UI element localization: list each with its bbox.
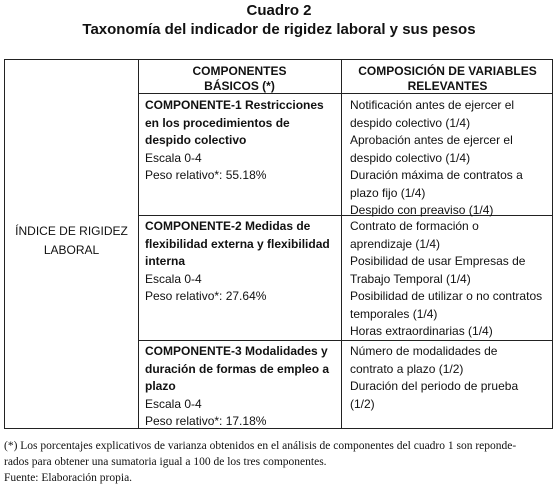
component-3-title-line-1: COMPONENTE-3 Modalidades y [145, 344, 328, 358]
variable-line: Número de modalidades de [350, 344, 498, 358]
component-3-scale: Escala 0-4 [145, 396, 202, 411]
table-number: Cuadro 2 [246, 2, 312, 19]
footnote-line-2: rados para obtener una sumatoria igual a 100 de los tres componentes. [4, 456, 327, 468]
header-variables-line-1: COMPOSICIÓN DE VARIABLES [358, 64, 537, 78]
source-note: Fuente: Elaboración propia. [4, 472, 133, 484]
variable-line: temporales (1/4) [350, 306, 438, 321]
component-1-title-line-2: en los procedimientos de [145, 115, 290, 130]
component-3-cell [145, 343, 329, 431]
variable-line: Despido con preaviso (1/4) [350, 203, 494, 217]
variable-line: plazo fijo (1/4) [350, 185, 426, 200]
variable-line: Aprobación antes de ejercer el [350, 133, 513, 147]
variable-line: despido colectivo (1/4) [350, 115, 471, 130]
index-label [5, 222, 138, 260]
component-2-title-line-1: COMPONENTE-2 Medidas de [145, 219, 311, 233]
variable-line: Trabajo Temporal (1/4) [350, 271, 471, 286]
component-3-title-line-2: duración de formas de empleo a [145, 361, 330, 376]
variable-line: Posibilidad de utilizar o no contratos [350, 289, 543, 303]
variable-line: Contrato de formación o [350, 219, 479, 233]
header-components-line-1: COMPONENTES [192, 64, 287, 78]
component-1-title-line-3: despido colectivo [145, 133, 247, 147]
component-3-weight: Peso relativo*: 17.18% [145, 414, 267, 428]
index-label-line-2: LABORAL [43, 243, 100, 257]
component-2-variables [350, 218, 542, 341]
index-label-line-1: ÍNDICE DE RIGIDEZ [15, 224, 128, 238]
component-2-cell [145, 218, 330, 306]
footnote [4, 438, 554, 470]
column-divider-1 [138, 60, 139, 428]
variable-line: aprendizaje (1/4) [350, 236, 441, 251]
variable-line: Horas extraordinarias (1/4) [350, 324, 493, 338]
variable-line: despido colectivo (1/4) [350, 150, 471, 165]
component-1-cell [145, 97, 324, 185]
component-1-weight: Peso relativo*: 55.18% [145, 168, 267, 182]
component-1-variables [350, 97, 523, 220]
variable-line: (1/2) [350, 396, 375, 411]
variable-line: Notificación antes de ejercer el [350, 98, 515, 112]
footnote-line-1: (*) Los porcentajes explicativos de varianza obtenidos en el análisis de componentes del cuadro 1 son reponde- [4, 440, 517, 452]
table-title: Taxonomía del indicador de rigidez laboral y sus pesos [82, 21, 476, 38]
header-components [138, 64, 341, 94]
component-2-title-line-3: interna [145, 254, 186, 268]
taxonomy-table [4, 59, 553, 429]
component-2-title-line-2: flexibilidad externa y flexibilidad [145, 236, 330, 251]
component-3-variables [350, 343, 518, 413]
column-divider-2 [341, 60, 342, 428]
component-1-title-line-1: COMPONENTE-1 Restricciones [145, 98, 324, 112]
component-3-title-line-3: plazo [145, 379, 176, 393]
variable-line: Duración del periodo de prueba [350, 379, 519, 393]
component-2-weight: Peso relativo*: 27.64% [145, 289, 267, 303]
variable-line: Duración máxima de contratos a [350, 168, 523, 182]
header-variables-line-2: RELEVANTES [407, 79, 488, 93]
variable-line: Posibilidad de usar Empresas de [350, 254, 526, 268]
component-1-scale: Escala 0-4 [145, 150, 202, 165]
component-2-scale: Escala 0-4 [145, 271, 202, 286]
header-components-line-2: BÁSICOS (*) [204, 79, 275, 93]
variable-line: contrato a plazo (1/2) [350, 361, 464, 376]
header-variables [341, 64, 554, 94]
